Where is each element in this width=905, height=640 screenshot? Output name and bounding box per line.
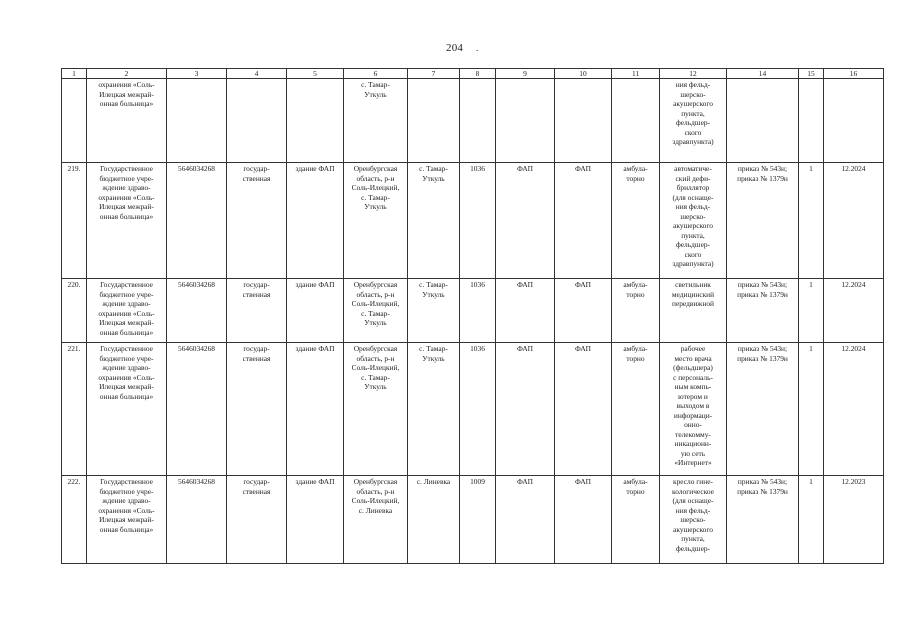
column-number: 15 — [799, 69, 824, 79]
inn-cell: 5646034268 — [167, 163, 227, 279]
ownership-cell: государ- ственная — [227, 279, 287, 343]
inn-cell: 5646034268 — [167, 279, 227, 343]
org-name-cell: Государственное бюджетное учре- ждение здраво- охранения «Соль- Илецкая межрай- онная больница» — [87, 476, 167, 564]
column-number: 2 — [87, 69, 167, 79]
column-number: 3 — [167, 69, 227, 79]
type-cell: ФАП — [496, 163, 555, 279]
type-cell: ФАП — [496, 279, 555, 343]
column-number: 11 — [612, 69, 660, 79]
code-cell: 1036 — [460, 279, 496, 343]
page-number: 204 — [446, 42, 464, 54]
column-number: 6 — [344, 69, 408, 79]
code-cell: 1036 — [460, 343, 496, 476]
column-number: 7 — [408, 69, 460, 79]
quantity-cell: 1 — [799, 476, 824, 564]
address-cell: с. Тамар- Уткуль — [344, 79, 408, 163]
column-number: 9 — [496, 69, 555, 79]
address-cell: Оренбургская область, р-н Соль-Илецкий, с. Линевка — [344, 476, 408, 564]
column-number: 1 — [62, 69, 87, 79]
address-cell: Оренбургская область, р-н Соль-Илецкий, с. Тамар- Уткуль — [344, 163, 408, 279]
column-number: 16 — [824, 69, 884, 79]
continuation-row — [62, 79, 884, 163]
column-number: 5 — [287, 69, 344, 79]
page-mark: . — [476, 43, 479, 53]
care-cell: амбула- торно — [612, 163, 660, 279]
building-cell: здание ФАП — [287, 163, 344, 279]
column-number: 12 — [660, 69, 727, 79]
address-cell: Оренбургская область, р-н Соль-Илецкий, с. Тамар- Уткуль — [344, 343, 408, 476]
building-cell: здание ФАП — [287, 476, 344, 564]
type-cell: ФАП — [496, 343, 555, 476]
table-row — [62, 476, 884, 564]
care-cell: амбула- торно — [612, 279, 660, 343]
column-number: 4 — [227, 69, 287, 79]
code-cell: 1036 — [460, 163, 496, 279]
date-cell: 12.2024 — [824, 343, 884, 476]
org-name-cell: Государственное бюджетное учре- ждение здраво- охранения «Соль- Илецкая межрай- онная больница» — [87, 279, 167, 343]
registry-table — [61, 68, 884, 564]
org-name-cell: Государственное бюджетное учре- ждение здраво- охранения «Соль- Илецкая межрай- онная больница» — [87, 343, 167, 476]
locality-cell: с. Тамар- Уткуль — [408, 163, 460, 279]
table-row — [62, 343, 884, 476]
building-cell: здание ФАП — [287, 343, 344, 476]
quantity-cell: 1 — [799, 163, 824, 279]
row-number-cell: 222. — [62, 476, 87, 564]
locality-cell: с. Тамар- Уткуль — [408, 343, 460, 476]
care-cell: амбула- торно — [612, 343, 660, 476]
column-number: 10 — [555, 69, 612, 79]
order-cell: приказ № 543н; приказ № 1379н — [727, 163, 799, 279]
inn-cell: 5646034268 — [167, 343, 227, 476]
date-cell: 12.2023 — [824, 476, 884, 564]
type-cell: ФАП — [496, 476, 555, 564]
ownership-cell: государ- ственная — [227, 343, 287, 476]
address-cell: Оренбургская область, р-н Соль-Илецкий, с. Тамар- Уткуль — [344, 279, 408, 343]
quantity-cell: 1 — [799, 343, 824, 476]
building-cell: здание ФАП — [287, 279, 344, 343]
row-number-cell: 219. — [62, 163, 87, 279]
quantity-cell: 1 — [799, 279, 824, 343]
type-cell: ФАП — [555, 163, 612, 279]
locality-cell: с. Тамар- Уткуль — [408, 279, 460, 343]
org-name-cell: охранения «Соль- Илецкая межрай- онная больница» — [87, 79, 167, 163]
code-cell: 1009 — [460, 476, 496, 564]
equipment-cell: кресло гине- кологическое (для оснаще- ния фельд- шерско- акушерского пункта, фельдшер- — [660, 476, 727, 564]
column-number: 8 — [460, 69, 496, 79]
table-row — [62, 163, 884, 279]
order-cell: приказ № 543н; приказ № 1379н — [727, 343, 799, 476]
equipment-cell: ния фельд- шерско- акушерского пункта, фельдшер- ского здравпункта) — [660, 79, 727, 163]
equipment-cell: светильник медицинский передвижной — [660, 279, 727, 343]
type-cell: ФАП — [555, 343, 612, 476]
row-number-cell: 221. — [62, 343, 87, 476]
inn-cell: 5646034268 — [167, 476, 227, 564]
column-number: 14 — [727, 69, 799, 79]
org-name-cell: Государственное бюджетное учре- ждение здраво- охранения «Соль- Илецкая межрай- онная больница» — [87, 163, 167, 279]
type-cell: ФАП — [555, 279, 612, 343]
ownership-cell: государ- ственная — [227, 476, 287, 564]
order-cell: приказ № 543н; приказ № 1379н — [727, 279, 799, 343]
locality-cell: с. Линевка — [408, 476, 460, 564]
column-number-row — [62, 69, 884, 79]
date-cell: 12.2024 — [824, 163, 884, 279]
table-row — [62, 279, 884, 343]
care-cell: амбула- торно — [612, 476, 660, 564]
order-cell: приказ № 543н; приказ № 1379н — [727, 476, 799, 564]
row-number-cell: 220. — [62, 279, 87, 343]
ownership-cell: государ- ственная — [227, 163, 287, 279]
equipment-cell: рабочее место врача (фельдшера) с персональ- ным компь- ютером и выходом в информаци- онно- телекомму- никационн- ую сеть «Интернет» — [660, 343, 727, 476]
equipment-cell: автоматиче- ский дефи- бриллятор (для оснаще- ния фельд- шерско- акушерского пункта, фельдшер- ского здравпункта) — [660, 163, 727, 279]
date-cell: 12.2024 — [824, 279, 884, 343]
type-cell: ФАП — [555, 476, 612, 564]
